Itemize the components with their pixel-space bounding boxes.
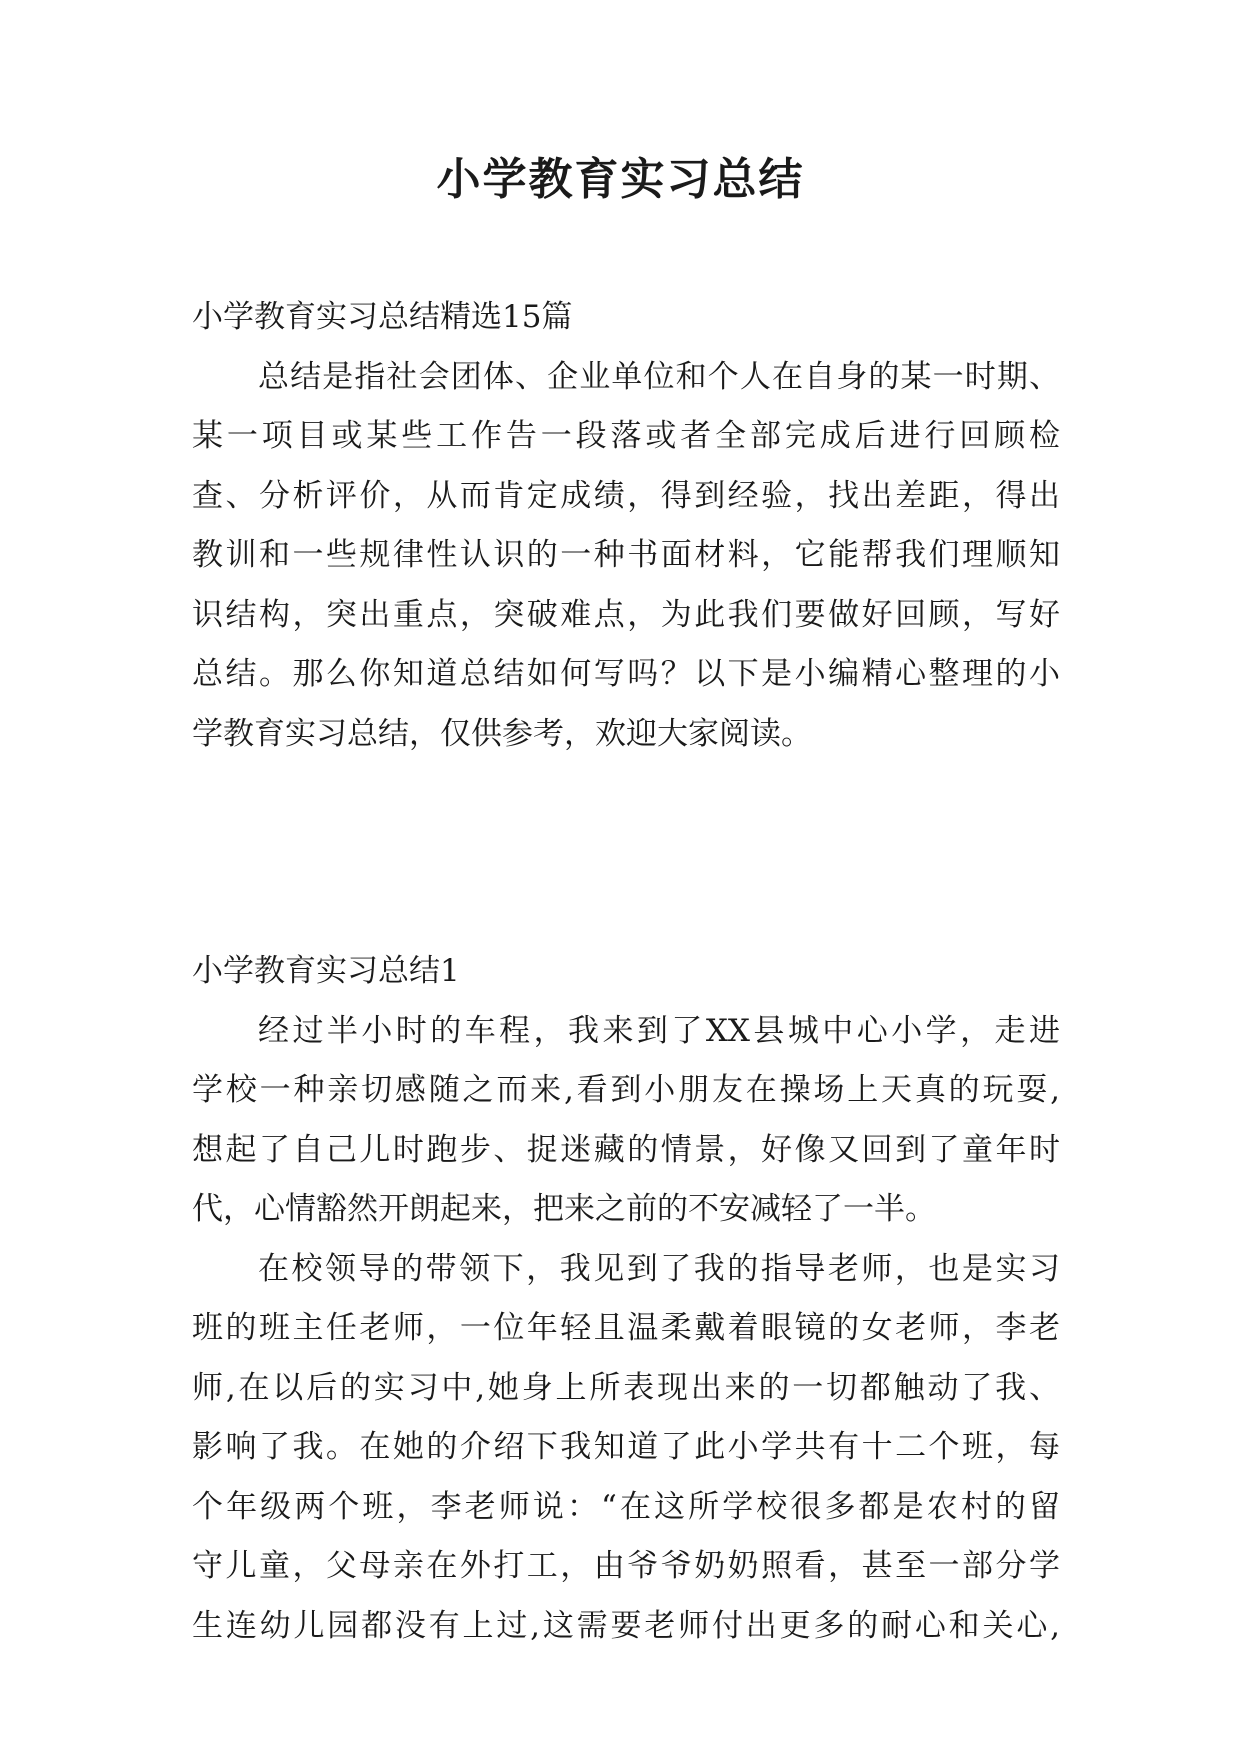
section1-paragraph-1 — [192, 1002, 1060, 1240]
paragraph-line: 经过半小时的车程，我来到了XX县城中心小学，走进 — [258, 1012, 1060, 1049]
section-heading: 小学教育实习总结1 — [192, 953, 460, 989]
paragraph-line: 代，心情豁然开朗起来，把来之前的不安减轻了一半。 — [192, 1191, 936, 1227]
paragraph-line: 班的班主任老师，一位年轻且温柔戴着眼镜的女老师，李老 — [192, 1310, 1060, 1346]
subtitle: 小学教育实习总结精选15篇 — [192, 299, 573, 335]
paragraph-line: 影响了我。在她的介绍下我知道了此小学共有十二个班，每 — [192, 1429, 1060, 1465]
paragraph-line: 学校一种亲切感随之而来,看到小朋友在操场上天真的玩耍, — [192, 1072, 1060, 1108]
paragraph-line: 某一项目或某些工作告一段落或者全部完成后进行回顾检 — [192, 418, 1060, 454]
document-body — [192, 288, 1060, 1656]
intro-paragraph — [192, 348, 1060, 765]
document-title: 小学教育实习总结 — [436, 154, 805, 205]
paragraph-line: 想起了自己儿时跑步、捉迷藏的情景，好像又回到了童年时 — [192, 1131, 1060, 1168]
paragraph-line: 生连幼儿园都没有上过,这需要老师付出更多的耐心和关心, — [192, 1607, 1060, 1644]
paragraph-line: 总结是指社会团体、企业单位和个人在自身的某一时期、 — [258, 358, 1060, 395]
paragraph-line: 在校领导的带领下，我见到了我的指导老师，也是实习 — [258, 1250, 1060, 1287]
paragraph-line: 识结构，突出重点，突破难点，为此我们要做好回顾，写好 — [192, 596, 1060, 633]
paragraph-line: 查、分析评价，从而肯定成绩，得到经验，找出差距，得出 — [192, 477, 1060, 514]
section1-paragraph-2 — [192, 1240, 1060, 1657]
paragraph-line: 守儿童，父母亲在外打工，由爷爷奶奶照看，甚至一部分学 — [192, 1548, 1060, 1584]
paragraph-line: 教训和一些规律性认识的一种书面材料，它能帮我们理顺知 — [192, 537, 1060, 573]
paragraph-line: 个年级两个班，李老师说：“在这所学校很多都是农村的留 — [192, 1488, 1060, 1525]
paragraph-line: 学教育实习总结，仅供参考，欢迎大家阅读。 — [192, 715, 812, 752]
paragraph-line: 总结。那么你知道总结如何写吗？以下是小编精心整理的小 — [192, 656, 1060, 692]
paragraph-line: 师,在以后的实习中,她身上所表现出来的一切都触动了我、 — [192, 1369, 1060, 1406]
section-spacer — [192, 764, 1060, 942]
